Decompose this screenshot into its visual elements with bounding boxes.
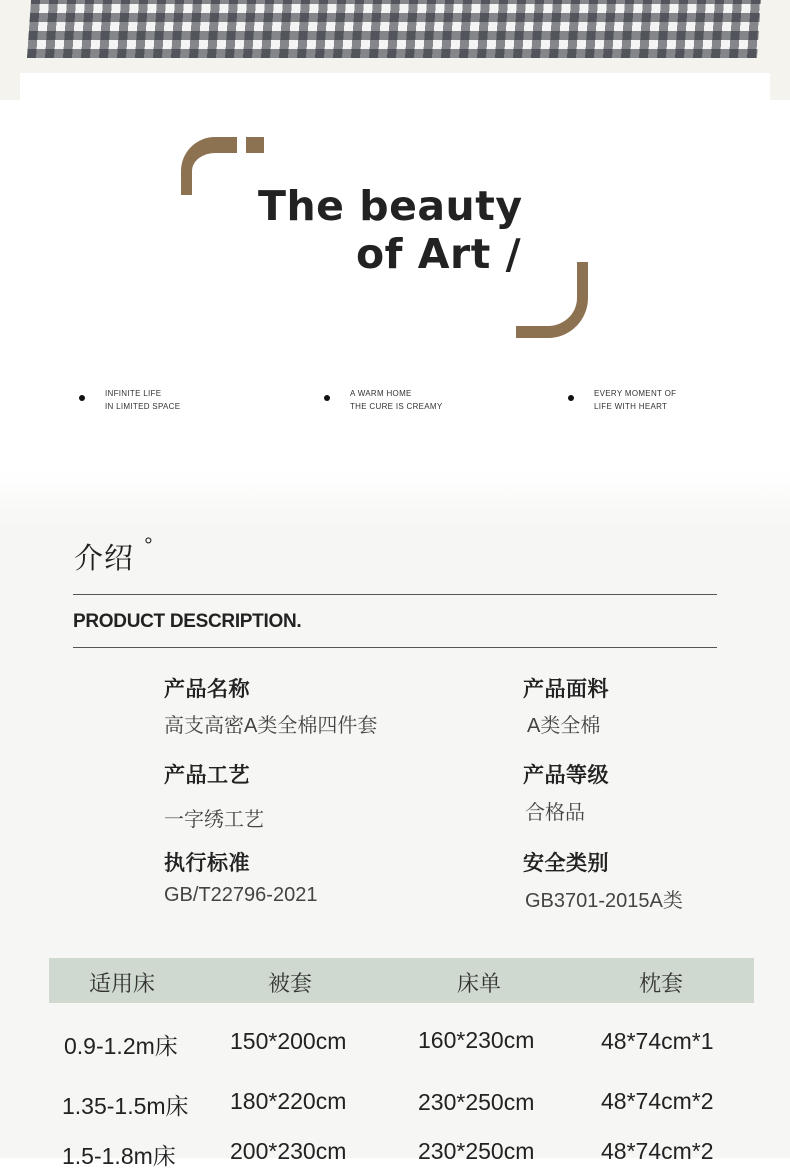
table-cell: 0.9-1.2m床 bbox=[64, 1033, 178, 1059]
divider-bottom bbox=[73, 647, 717, 648]
spec-value-craft: 一字绣工艺 bbox=[164, 809, 264, 831]
spec-label-safety: 安全类别 bbox=[523, 852, 609, 875]
spec-label-fabric: 产品面料 bbox=[523, 678, 609, 701]
tagline-1: INFINITE LIFE IN LIMITED SPACE bbox=[105, 387, 180, 413]
spec-label-grade: 产品等级 bbox=[523, 764, 609, 787]
spec-value-safety: GB3701-2015A类 bbox=[525, 890, 683, 912]
tagline-3: EVERY MOMENT OF LIFE WITH HEART bbox=[594, 387, 676, 413]
table-header-pillowcase: 枕套 bbox=[639, 971, 684, 996]
table-cell: 150*200cm bbox=[230, 1028, 347, 1054]
tagline-2: A WARM HOME THE CURE IS CREAMY bbox=[350, 387, 443, 413]
table-cell: 48*74cm*1 bbox=[601, 1028, 714, 1054]
table-cell: 230*250cm bbox=[418, 1138, 535, 1164]
divider-top bbox=[73, 594, 717, 595]
section-title: 介绍 bbox=[74, 543, 135, 575]
table-cell: 48*74cm*2 bbox=[601, 1088, 714, 1114]
table-header-duvet: 被套 bbox=[268, 971, 313, 996]
table-cell: 48*74cm*2 bbox=[601, 1138, 714, 1164]
degree-mark: ° bbox=[144, 533, 153, 558]
spec-label-craft: 产品工艺 bbox=[164, 764, 250, 787]
table-cell: 180*220cm bbox=[230, 1088, 347, 1114]
section-subtitle: PRODUCT DESCRIPTION. bbox=[73, 611, 302, 632]
art-heading bbox=[258, 182, 558, 278]
table-cell: 1.35-1.5m床 bbox=[62, 1093, 189, 1119]
spec-value-name: 高支高密A类全棉四件套 bbox=[164, 715, 378, 737]
spec-value-fabric: A类全棉 bbox=[527, 715, 601, 737]
art-heading-line2: of Art / bbox=[356, 230, 522, 278]
gingham-fabric-image bbox=[27, 0, 761, 58]
table-cell: 1.5-1.8m床 bbox=[62, 1143, 176, 1169]
table-cell: 200*230cm bbox=[230, 1138, 347, 1164]
table-cell: 160*230cm bbox=[418, 1027, 535, 1053]
spec-value-standard: GB/T22796-2021 bbox=[164, 884, 318, 906]
art-card bbox=[20, 73, 770, 493]
bullet-icon bbox=[79, 395, 85, 401]
table-cell: 230*250cm bbox=[418, 1089, 535, 1115]
spec-label-standard: 执行标准 bbox=[164, 852, 250, 875]
table-header-sheet: 床单 bbox=[457, 971, 502, 996]
bullet-icon bbox=[568, 395, 574, 401]
spec-label-name: 产品名称 bbox=[164, 678, 250, 701]
bullet-icon bbox=[324, 395, 330, 401]
art-heading-line1: The beauty bbox=[258, 182, 523, 230]
spec-value-grade: 合格品 bbox=[525, 802, 585, 824]
table-header-bed: 适用床 bbox=[89, 971, 156, 996]
